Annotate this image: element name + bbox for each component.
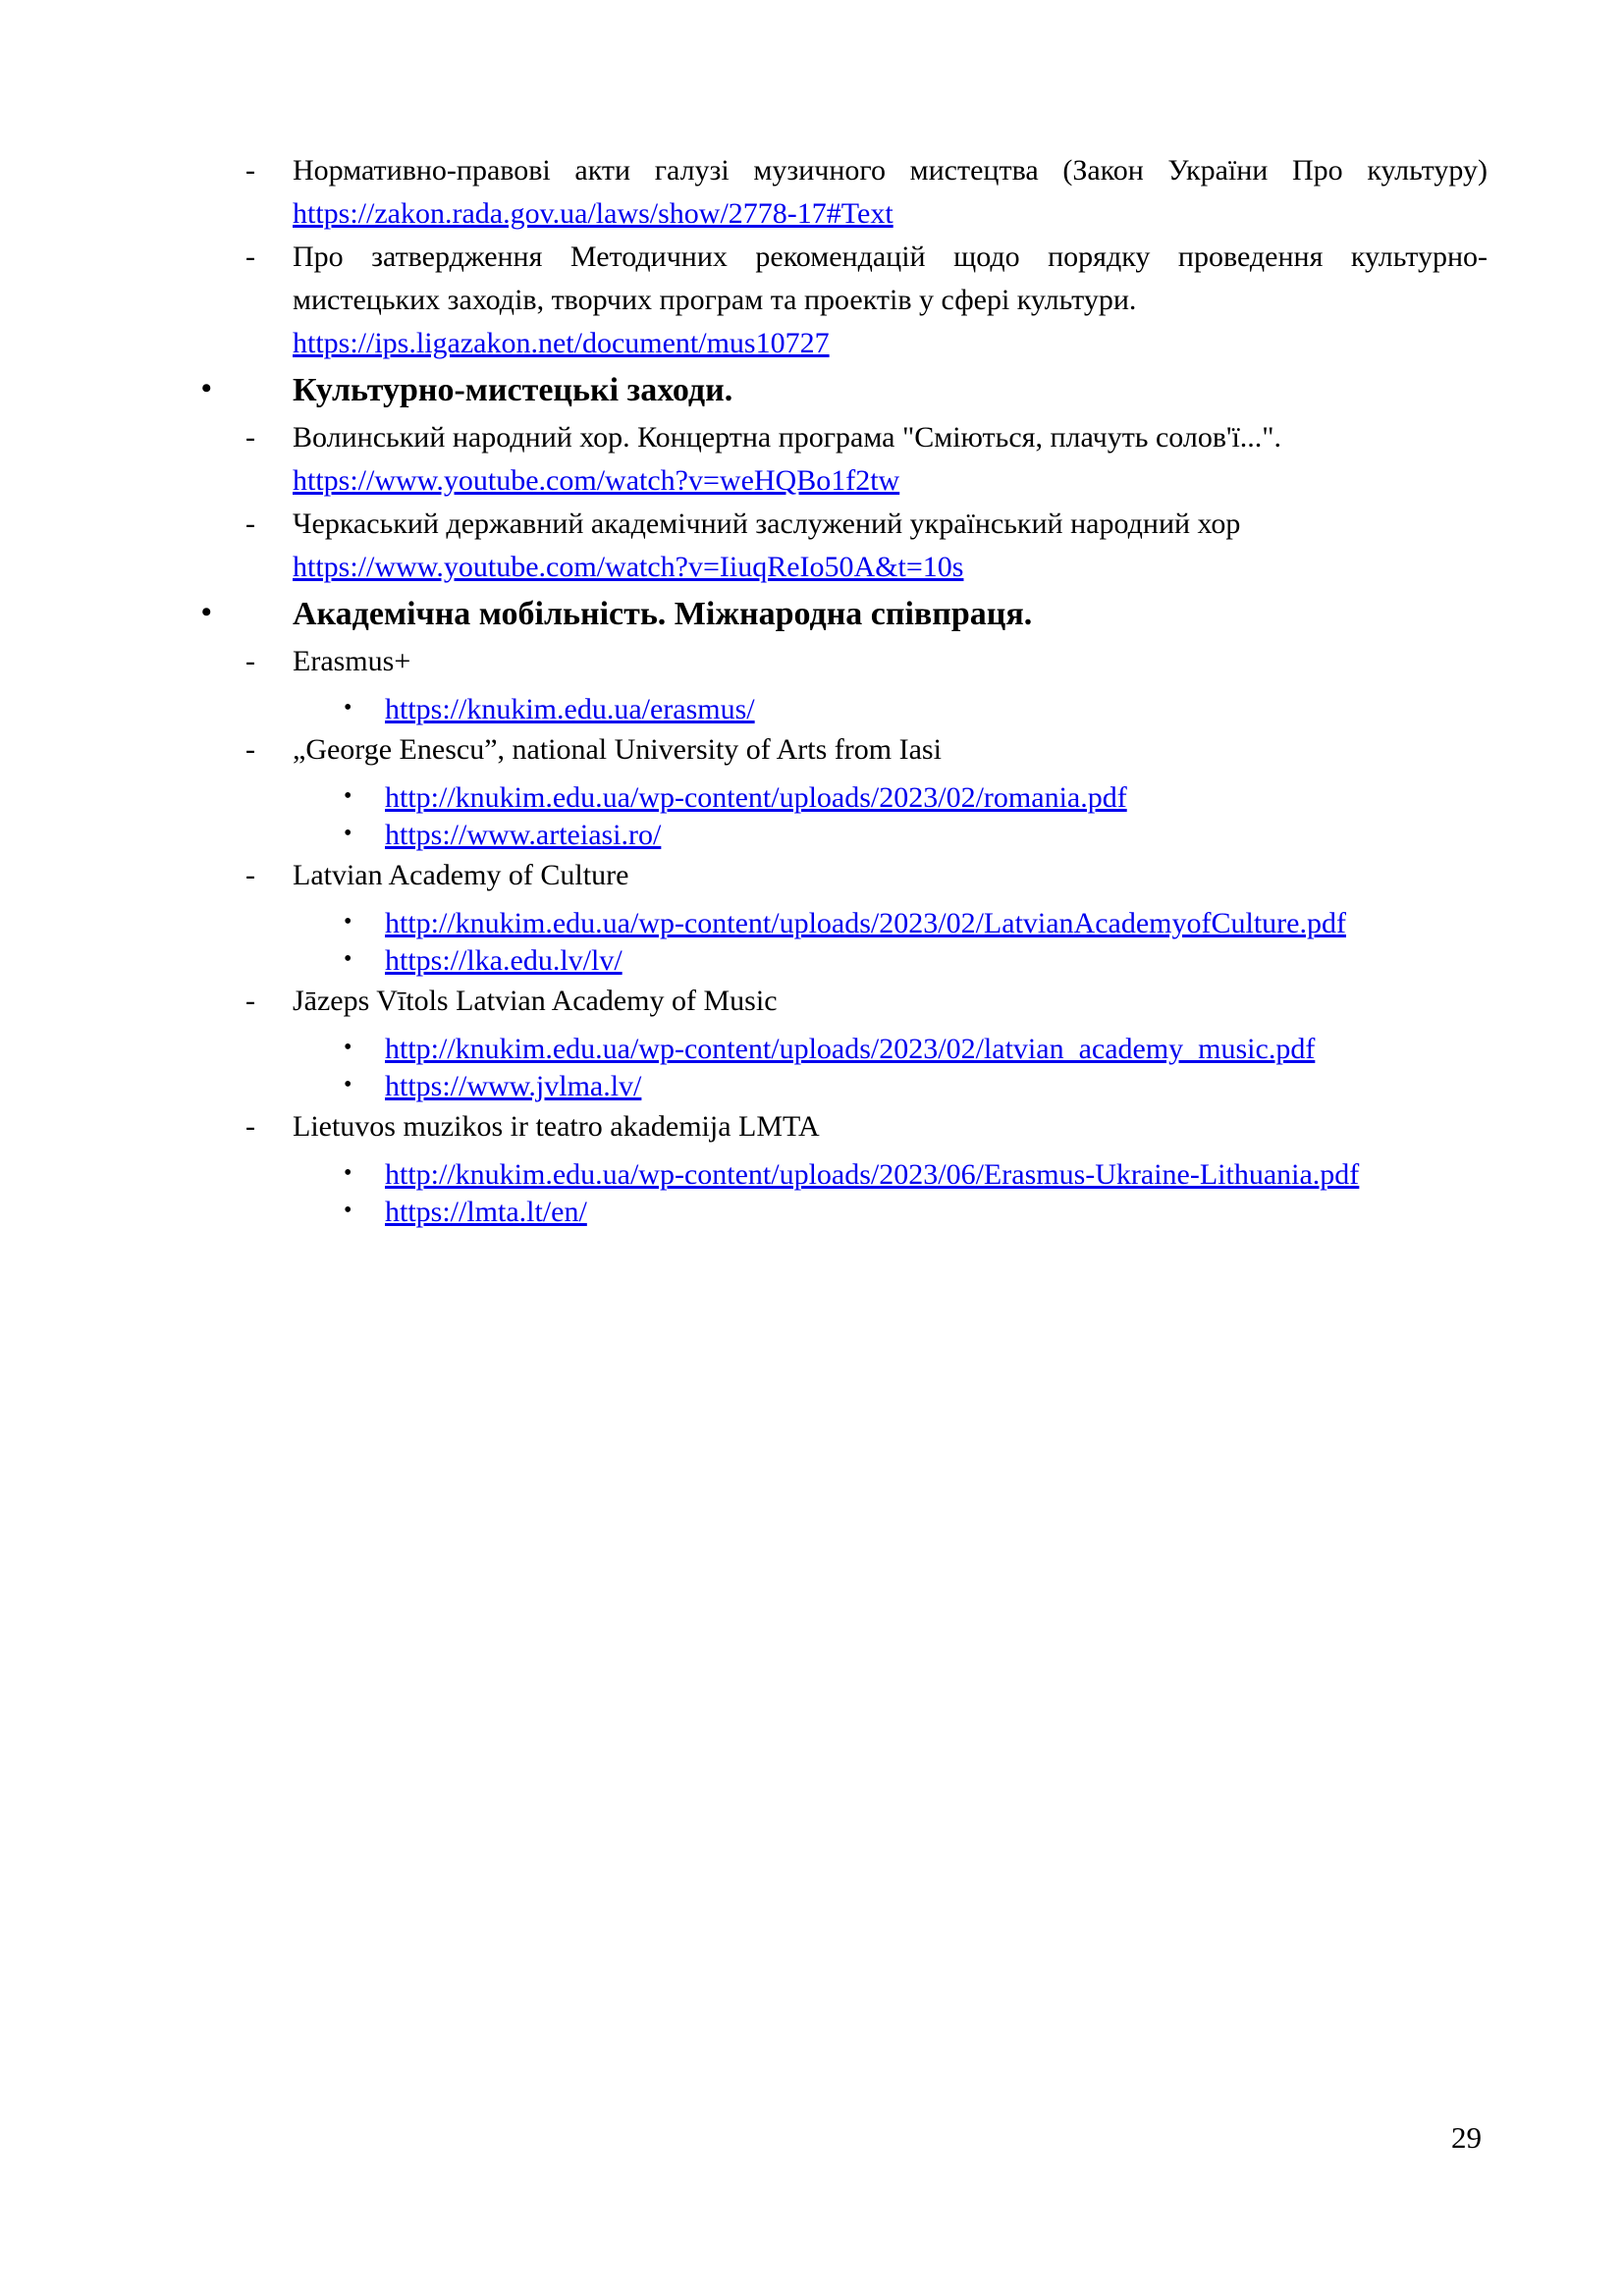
- sub-list-item: [293, 1031, 1488, 1068]
- dash-icon: -: [245, 421, 255, 454]
- list-item: [245, 416, 1488, 503]
- bullet-icon: •: [344, 1072, 352, 1097]
- dash-icon: -: [245, 645, 255, 677]
- dash-icon: -: [245, 985, 255, 1017]
- sub-list-item: [293, 779, 1488, 817]
- sub-list-item: [293, 817, 1488, 854]
- list-item: [245, 640, 1488, 683]
- sub-list-item: [293, 691, 1488, 728]
- item-text: Latvian Academy of Culture: [293, 859, 629, 891]
- hyperlink[interactable]: http://knukim.edu.ua/wp-content/uploads/2023/02/latvian_academy_music.pdf: [385, 1033, 1316, 1065]
- page-number: 29: [1451, 2120, 1482, 2155]
- item-text: Erasmus+: [293, 645, 411, 677]
- sub-list-item: [293, 1068, 1488, 1105]
- list-item: [245, 1105, 1488, 1148]
- dash-icon: -: [245, 1110, 255, 1143]
- dash-icon: -: [245, 154, 255, 187]
- bullet-icon: •: [344, 909, 352, 934]
- sub-list-item: [293, 905, 1488, 942]
- hyperlink[interactable]: https://knukim.edu.ua/erasmus/: [385, 693, 755, 725]
- list-item: [245, 236, 1488, 365]
- list-item: [245, 854, 1488, 897]
- dash-icon: -: [245, 240, 255, 273]
- dash-icon: -: [245, 507, 255, 540]
- list-item: [245, 503, 1488, 589]
- hyperlink[interactable]: http://knukim.edu.ua/wp-content/uploads/2023/02/romania.pdf: [385, 781, 1127, 814]
- section-heading-label: Культурно-мистецькі заходи.: [293, 372, 733, 408]
- hyperlink[interactable]: https://www.youtube.com/watch?v=weHQBo1f2tw: [293, 464, 900, 497]
- dash-icon: -: [245, 733, 255, 766]
- bullet-icon: •: [344, 783, 352, 809]
- hyperlink[interactable]: http://knukim.edu.ua/wp-content/uploads/2023/02/LatvianAcademyofCulture.pdf: [385, 907, 1346, 939]
- item-text: Про затвердження Методичних рекомендацій щодо порядку проведення культурно-мистецьких заходів, творчих програм та проектів у сфері культури.: [293, 240, 1488, 316]
- bullet-icon: •: [344, 946, 352, 972]
- list-item: [245, 980, 1488, 1023]
- section-heading: [201, 591, 1488, 638]
- bullet-icon: •: [344, 1198, 352, 1223]
- item-text: Черкаський державний академічний заслужений український народний хор: [293, 507, 1241, 540]
- sub-list-item: [293, 1194, 1488, 1231]
- sub-list-item: [293, 942, 1488, 980]
- hyperlink[interactable]: https://www.arteiasi.ro/: [385, 819, 662, 851]
- hyperlink[interactable]: https://ips.ligazakon.net/document/mus10727: [293, 327, 830, 359]
- dash-icon: -: [245, 859, 255, 891]
- bullet-list: [201, 149, 1488, 1231]
- item-text: Lietuvos muzikos ir teatro akademija LMTA: [293, 1110, 820, 1143]
- hyperlink[interactable]: https://www.jvlma.lv/: [385, 1070, 642, 1102]
- bullet-icon: •: [344, 1160, 352, 1186]
- item-text: Jāzeps Vītols Latvian Academy of Music: [293, 985, 778, 1017]
- bullet-icon: •: [344, 695, 352, 721]
- list-item: [245, 149, 1488, 236]
- hyperlink[interactable]: https://zakon.rada.gov.ua/laws/show/2778-17#Text: [293, 197, 893, 230]
- item-text: Нормативно-правові акти галузі музичного мистецтва (Закон України Про культуру): [293, 154, 1488, 187]
- bullet-icon: •: [344, 821, 352, 846]
- section-heading-label: Академічна мобільність. Міжнародна співпраця.: [293, 596, 1033, 632]
- bullet-icon: •: [201, 596, 212, 628]
- bullet-icon: •: [201, 372, 212, 404]
- section-heading: [201, 367, 1488, 414]
- hyperlink[interactable]: http://knukim.edu.ua/wp-content/uploads/2023/06/Erasmus-Ukraine-Lithuania.pdf: [385, 1158, 1360, 1191]
- hyperlink[interactable]: https://lka.edu.lv/lv/: [385, 944, 623, 977]
- bullet-icon: •: [344, 1035, 352, 1060]
- item-text: Волинський народний хор. Концертна програма "Сміються, плачуть солов'ї...".: [293, 421, 1282, 454]
- item-text: „George Enescu”, national University of Arts from Iasi: [293, 733, 942, 766]
- sub-list-item: [293, 1156, 1488, 1194]
- hyperlink[interactable]: https://www.youtube.com/watch?v=IiuqReIo50A&t=10s: [293, 551, 964, 583]
- list-item: [245, 728, 1488, 772]
- hyperlink[interactable]: https://lmta.lt/en/: [385, 1196, 587, 1228]
